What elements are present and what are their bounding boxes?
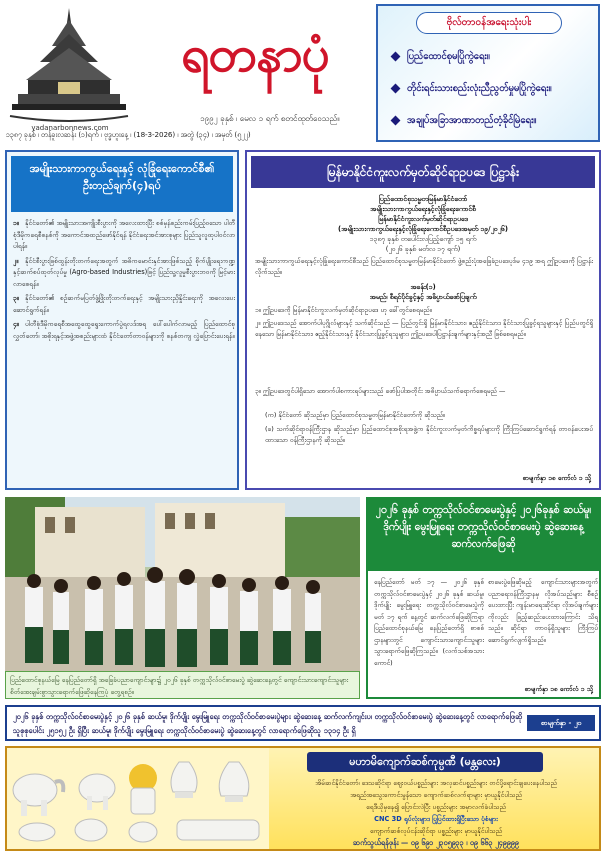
cause-item: တိုင်းရင်းသားစည်းလုံးညီညွတ်မှုမပြိုကွဲရေး။ [392, 78, 598, 100]
law-subclause: (က) နိုင်ငံတော် ဆိုသည်မှာ ပြည်ထောင်စုသမ္မတမြန်မာနိုင်ငံတော်ကို ဆိုသည်။ [265, 411, 446, 419]
issue-date-line: ၁၃၈၇ ခုနှစ် ၊ တန်ခူးလဆန်း (၁)ရက် ၊ ဗုဒ္ဓဟူးနေ့ ၊ (18-3-2026) ၊ အတွဲ (၃၄) ၊ အမှတ် (၅၂၂) [6, 130, 251, 139]
ad-line: အိမ်ဆင်နိုင်ငံတော်၊ ဒေသဆိုင်ရာ ဈေးဝယ်ပစ္စည်းများ အလှဆင်ပစ္စည်းများ တင်ပို့ရောင်းချပေးနေပါသည် [315, 779, 557, 787]
diamond-bullet-icon [391, 84, 401, 94]
four-objectives-article [5, 150, 239, 490]
exam-headline: ၂၀၂၆ ခုနှစ် တက္ကသိုလ်ဝင်စာမေးပွဲနှင့် ၂၀၂၆ခုနှစ် ဆယ်မူ၊ ဒိုက်ပျိုး မွေးမြူရေး တက္ကသိုလ်ဝင်စာမေးပွဲ ဆွဲဆေးနေ့ ဆက်လက်ဖြေဆို [368, 499, 599, 571]
ad-line: အရည်အသွေးကောင်းမွန်သော ကျောက်ဆစ်လက်ရာများ မှာယူနိုင်ပါသည် [350, 791, 522, 799]
phone-contact[interactable]: ဆက်သွယ်ရန်ဖုန်း — ၀၉ ၆၉၁ ၂၃၀၅၉၃၃ ၊ ၀၉ ၆၆၃ ၂၄၉၉၉၉ [353, 838, 519, 847]
stone-carving-advertisement [5, 746, 601, 851]
students-exam-photo [5, 497, 360, 671]
law-intro: အမျိုးသားကာကွယ်ရေးနှင့်လုံခြုံရေးကောင်စီသည် ပြည်ထောင်စုသမ္မတမြန်မာနိုင်ငံတော် ဖွဲ့စည်းပုံအခြေခံဥပဒေပုဒ်မ ၄၁၉ အရ ဤဥပဒေကို ပြဋ္ဌာန်းလိုက်သည်။ [255, 257, 593, 276]
chapter-title: အမည်၊ စီရင်ပိုင်ခွင့်နှင့် အဓိပ္ပာယ်ဖော်ပြချက် [369, 293, 477, 301]
diamond-bullet-icon [391, 52, 401, 62]
national-causes-title: ဗိုလ်တာဝန်အရေးသုံးပါး [416, 12, 562, 34]
law-clause: ၁။ ဤဥပဒေကို မြန်မာနိုင်ငံကူးလက်မှတ်ဆိုင်ရာဥပဒေ ဟု ခေါ်တွင်စေရမည်။ [255, 306, 432, 314]
cause-item: ပြည်ထောင်စုမပြိုကွဲရေး။ [392, 46, 598, 68]
objective-point: ၃။ နိုင်ငံတော်၏ စဉ်ဆက်မပြတ်ဖွံ့ဖြိုးတိုးတက်ရေးနှင့် အမျိုးသားညှိနှိုင်းရေးကို အလေးပေးဆောင်ရွက်ရန်။ [13, 294, 235, 314]
temple-logo [8, 6, 130, 124]
law-clause: ၂။ ဤဥပဒေသည် အောက်ပါပုဂ္ဂိုလ်များနှင့် သက်ဆိုင်သည် — ပြည်တွင်းရှိ မြန်မာနိုင်ငံသား၊ ဧည့်နိုင်ငံသား၊ နိုင်ငံသားပြုခွင့်ရသူများနှင့် ပြည်ပတွင်ရှိနေသော မြန်မာနိုင်ငံသား၊ ဧည့်နိုင်ငံသားနှင့် နိုင်ငံသားပြုခွင့်ရသူများ၊ ဤဥပဒေပါပြဋ္ဌာန်းချက်များနှင့်အညီ ဖြစ်စေရမည်။ [255, 319, 593, 338]
objective-point: ၄။ ပါတီစုံဒီမိုကရေစီအထွေထွေရွေးကောက်ပွဲရလဒ်အရ ပေါ်ပေါက်လာမည့် ပြည်ထောင်စုလွှတ်တော်၊ အစိုးရနှင့်အဖွဲ့အစည်းများထံ နိုင်ငံတော်တာဝန်များကို စနစ်တကျ လွှဲပြောင်းပေးရန်။ [13, 320, 235, 340]
law-header-line: မြန်မာနိုင်ငံကူးလက်မှတ်ဆိုင်ရာဥပဒေ [378, 215, 468, 223]
article-headline: အမျိုးသားကာကွယ်ရေးနှင့် လုံခြုံရေးကောင်စီ၏ ဦးတည်ချက်(၄)ရပ် [11, 156, 233, 212]
continued-note: စာမျက်နှာ ၁၈ ကော်လံ ၁ သို့ [524, 685, 593, 693]
ad-line-cnc: CNC 3D ရုပ်လုံးများ၊ ပြုပြင်ထားရှိပြီးသော ပုံစံများ [374, 815, 498, 823]
marble-products-illustration [7, 748, 269, 849]
objective-point: ၂။ နိုင်ငံစီးပွားဖြစ်ထွန်းတိုးတက်ရေးအတွက် အဓိကမောင်းနှင်အားဖြစ်သည့် စိုက်ပျိုးရေးကဏ္ဍနှင့်ဆက်စပ်ထုတ်လုပ်မှု (Agro-based Industries)ဖြင့် ပြည်သူ့လူမှုစီးပွားဘဝကို မြင့်မားလာစေရန်။ [13, 256, 235, 288]
law-date-line: ၁၃၈၇ ခုနှစ် တပေါင်းလပြည့်ကျော် ၁၅ ရက် [369, 235, 477, 243]
company-name: မဟာမိကျောက်ဆစ်ကုမ္ပဏီ (မန္တလေး) [307, 752, 543, 772]
newspaper-title: ရတနာပုံ [180, 24, 330, 83]
diamond-bullet-icon [391, 116, 401, 126]
objective-point: ၁။ နိုင်ငံတော်၏ အမျိုးသားအကျိုးစီးပွားကို အလေးထားပြီး စစ်မှန်စည်းကမ်းပြည့်ဝသော ပါတီစုံဒီမိုကရေစီစနစ်ကို အကောင်အထည်ဖော်နိုင်ရန် နိုင်ငံရေးအင်အားစုများ ပြည်သူလူထုပါဝင်လာပါရန်။ [13, 219, 235, 250]
law-header-line: (အမျိုးသားကာကွယ်ရေးနှင့်လုံခြုံရေးကောင်စီဥပဒေအမှတ် ၁၉/၂၀၂၆) [337, 225, 509, 233]
established-line: ၁၉၉၂ ခုနှစ် ၊ မေလ ၁ ရက် စတင်ထုတ်ဝေသည်။ [200, 114, 340, 123]
ad-line: ကျောက်ဆစ်လုပ်ငန်းဆိုင်ရာ ပစ္စည်းများ မှာယူနိုင်ပါသည် [369, 827, 503, 835]
website-url[interactable]: yadanarbonnews.com [31, 124, 109, 132]
cause-item: အချုပ်အခြာအာဏာတည်တံ့ခိုင်မြဲရေး။ [392, 110, 598, 132]
exam-article [366, 497, 601, 699]
law-date-line: (၂၀၂၆ ခုနှစ် မတ်လ ၁၇ ရက်) [385, 245, 461, 253]
article-headline: မြန်မာနိုင်ငံကူးလက်မှတ်ဆိုင်ရာဥပဒေ ပြဋ္ဌာန်း [251, 156, 595, 188]
passport-law-article [245, 150, 601, 490]
exam-column-2: စာမေးပွဲဖြေဆိုမည့် ကျောင်းသားများအတွက် ပညာရေးဝန်ကြီးဌာနမှ လိုအပ်သည်များ စီစဉ်ပေးထားပြီး ကျန်းမာရေးဆိုင်ရာ လိုအပ်ချက်များကိုလည်း ဖြည့်ဆည်းပေးထားကြောင်း သိရသည်။ ဆိုင်ရာ တာဝန်ရှိသူများ ကြီးကြပ်ဆောင်ရွက်လျက်ရှိသည်။ [488, 578, 598, 644]
masthead [0, 0, 606, 170]
law-header-line: အမျိုးသားကာကွယ်ရေးနှင့်လုံခြုံရေးကောင်စီ [370, 205, 476, 213]
exam-column-1: နေပြည်တော် မတ် ၁၇ — ၂၀၂၆ ခုနှစ် တက္ကသိုလ်ဝင်စာမေးပွဲနှင့် ၂၀၂၆ ခုနှစ် ဆယ်မူ၊ ဒိုက်ပျိုး မွေးမြူရေး တက္ကသိုလ်ဝင်စာမေးပွဲကို မတ် ၁၇ ရက် နေ့တွင် ဆက်လက်ဖြေဆိုကြရာ ပြည်ထောင်စုနယ်မြေ နေပြည်တော်ရှိ စာစစ်ဌာနများတွင် ကျောင်းသားကျောင်းသူများ သွားရောက်ဖြေဆိုကြသည်။ (လက်သစ်အသားကောင်) [374, 578, 484, 667]
law-header-line: ပြည်ထောင်စုသမ္မတမြန်မာနိုင်ငံတော် [378, 195, 468, 203]
banner-text: ၂၀၂၆ ခုနှစ် တက္ကသိုလ်ဝင်စာမေးပွဲနှင့် ၂၀၂၆ ခုနှစ် ဆယ်မူ၊ ဒိုက်ပျိုး မွေးမြူရေး တက္ကသိုလ်ဝင်စာမေးပွဲများ ဆွဲဆေးနေ့ ဆက်လက်ကျင်းပ၊ တက္ကသိုလ်ဝင်စာမေးပွဲ ဆွဲဆေးနေ့တွင် လာရောက်ဖြေဆိုသူစုစုပေါင်း ၂၅၁၅၂ ဦး ရှိပြီး ဆယ်မူ၊ ဒိုက်ပျိုး မွေးမြူရေး တက္ကသိုလ်ဝင်စာမေးပွဲ ဆွဲဆေးနေ့တွင် လာရောက်ဖြေဆိုသူ ၁၃၁၄ ဦး ရှိ [13, 712, 523, 735]
exam-summary-banner [5, 705, 601, 741]
law-subclause: (ခ) သက်ဆိုင်ရာဝန်ကြီးဌာန ဆိုသည်မှာ ပြည်ထောင်စုအစိုးရအဖွဲ့က နိုင်ငံကူးလက်မှတ်ကိစ္စရပ်များကို ကြီးကြပ်ဆောင်ရွက်ရန် တာဝန်ပေးအပ်ထားသော ဝန်ကြီးဌာနကို ဆိုသည်။ [265, 425, 593, 444]
page-reference-tag[interactable]: စာမျက်နှာ - ၂၀ [527, 715, 595, 731]
national-causes-box [376, 4, 600, 142]
continued-note: စာမျက်နှာ ၁၈ ကော်လံ ၁ သို့ [522, 474, 591, 482]
article-body [13, 218, 235, 488]
chapter-number: အခန်း(၁) [410, 283, 436, 291]
photo-caption: ပြည်ထောင်စုနယ်မြေ နေပြည်တော်ရှိ အခြေခံပညာကျောင်းများ၌ ၂၀၂၆ ခုနှစ် တက္ကသိုလ်ဝင်စာမေးပွဲ ဆွဲဆေးနေ့တွင် ကျောင်းသားကျောင်းသူများ စိတ်အေးချမ်းစွာသွားရောက်ဖြေဆိုနေကြပုံ တွေ့ရစဉ်။ [5, 671, 360, 699]
law-clause: ၃။ ဤဥပဒေတွင်ပါရှိသော အောက်ပါစကားရပ်များသည် ဖော်ပြပါအတိုင်း အဓိပ္ပာယ်သက်ရောက်စေရမည် — [255, 387, 506, 395]
ad-line: ရေဒီယိုမှနေ၍ ပြောင်းလဲပြီး ပစ္စည်းများ အမှာလက်ခံပါသည် [366, 803, 506, 811]
